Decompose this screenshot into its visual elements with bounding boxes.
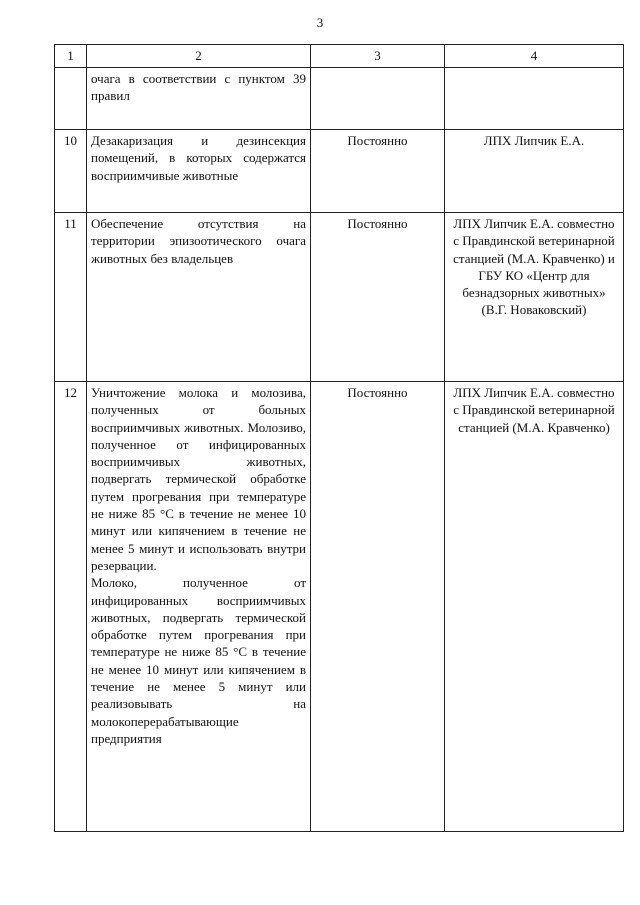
header-col-4: 4 <box>445 45 624 68</box>
table-row <box>55 382 624 832</box>
measure-term <box>311 68 445 130</box>
table-header-row <box>55 45 624 68</box>
header-col-2: 2 <box>87 45 311 68</box>
page-number: 3 <box>316 15 324 30</box>
header-col-1: 1 <box>55 45 87 68</box>
measure-text <box>87 68 311 130</box>
row-number: 11 <box>55 213 87 382</box>
measure-paragraph: Молоко, полученное от инфицированных восприимчивых животных, подвергать термической обработке путем прогревания при температуре не ниже 85 °С в течение не менее 10 минут или кипячением в течение не менее 5 минут или реализовывать на молокоперерабатывающие предприятия <box>91 575 306 746</box>
table-row <box>55 68 624 130</box>
row-number <box>55 68 87 130</box>
measure-term: Постоянно <box>311 130 445 213</box>
measure-text <box>87 130 311 213</box>
measure-responsible <box>445 68 624 130</box>
table-row <box>55 130 624 213</box>
table-row <box>55 213 624 382</box>
row-number: 12 <box>55 382 87 832</box>
measure-paragraph: Обеспечение отсутствия на территории эпизоотического очага животных без владельцев <box>91 216 306 266</box>
measure-text <box>87 213 311 382</box>
measure-paragraph: Уничтожение молока и молозива, полученных от больных восприимчивых животных. Молозиво, полученное от инфицированных восприимчивых животных, подвергать термической обработке путем прогревания при температуре не ниже 85 °С в течение не менее 10 минут или кипячением в течение не менее 5 минут и использовать внутри резервации. <box>91 385 306 573</box>
measure-term: Постоянно <box>311 213 445 382</box>
measure-paragraph: очага в соответствии с пунктом 39 правил <box>91 71 306 104</box>
row-number: 10 <box>55 130 87 213</box>
measure-paragraph: Дезакаризация и дезинсекция помещений, в которых содержатся восприимчивые животные <box>91 133 306 183</box>
measures-table <box>54 44 624 832</box>
measure-text <box>87 382 311 832</box>
header-col-3: 3 <box>311 45 445 68</box>
measure-responsible: ЛПХ Липчик Е.А. совместно с Правдинской ветеринарной станцией (М.А. Кравченко) <box>445 382 624 832</box>
measure-responsible: ЛПХ Липчик Е.А. <box>445 130 624 213</box>
measure-term: Постоянно <box>311 382 445 832</box>
measure-responsible: ЛПХ Липчик Е.А. совместно с Правдинской ветеринарной станцией (М.А. Кравченко) и ГБУ КО «Центр для безнадзорных животных» (В.Г. Новаковский) <box>445 213 624 382</box>
